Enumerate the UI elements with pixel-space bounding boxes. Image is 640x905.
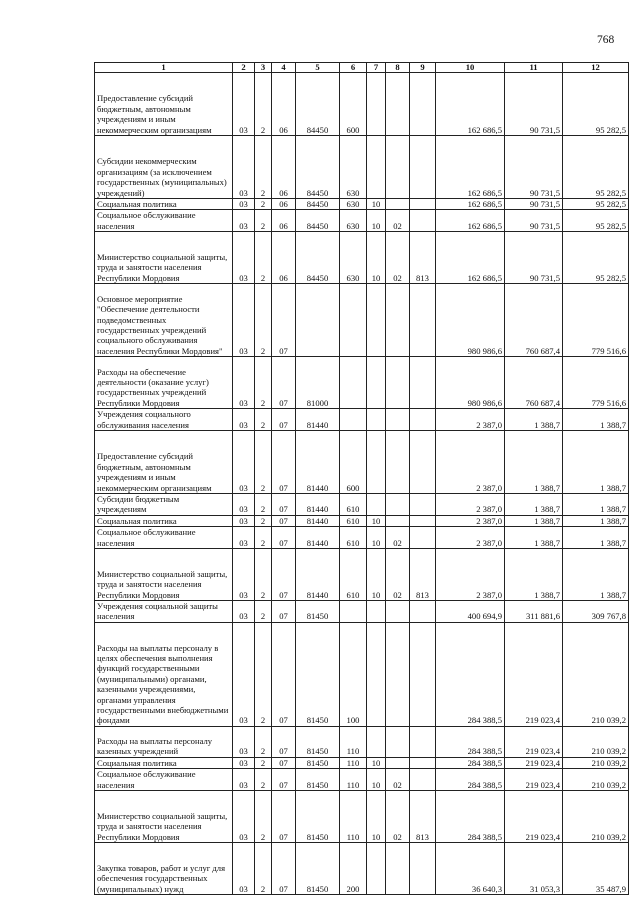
cell-col-9 — [410, 601, 436, 623]
cell-col-6: 110 — [340, 769, 367, 791]
row-name-cell: Расходы на выплаты персоналу казенных учреждений — [95, 726, 233, 757]
cell-col-10: 284 388,5 — [436, 757, 505, 768]
cell-col-2: 03 — [233, 431, 255, 494]
cell-col-3: 2 — [255, 284, 272, 357]
cell-col-11: 90 731,5 — [505, 210, 563, 232]
cell-col-12: 779 516,6 — [563, 357, 629, 409]
cell-col-11: 1 388,7 — [505, 431, 563, 494]
row-name-cell: Министерство социальной защиты, труда и занятости населения Республики Мордовия — [95, 791, 233, 843]
cell-col-6 — [340, 601, 367, 623]
row-name-cell: Субсидии бюджетным учреждениям — [95, 494, 233, 516]
cell-col-11: 1 388,7 — [505, 515, 563, 526]
cell-col-9: 813 — [410, 549, 436, 601]
cell-col-6: 600 — [340, 73, 367, 136]
cell-col-10: 284 388,5 — [436, 622, 505, 726]
cell-col-8 — [386, 726, 410, 757]
cell-col-11: 311 881,6 — [505, 601, 563, 623]
cell-col-4: 07 — [272, 527, 296, 549]
cell-col-3: 2 — [255, 622, 272, 726]
cell-col-8 — [386, 601, 410, 623]
cell-col-5 — [296, 284, 340, 357]
cell-col-11: 760 687,4 — [505, 357, 563, 409]
cell-col-3: 2 — [255, 769, 272, 791]
cell-col-5: 84450 — [296, 73, 340, 136]
row-name-cell: Расходы на выплаты персоналу в целях обеспечения выполнения функций государственными (муниципальными) органами, казенными учреждениями, органами управления государственными внебюджетными фондами — [95, 622, 233, 726]
cell-col-9 — [410, 210, 436, 232]
cell-col-2: 03 — [233, 549, 255, 601]
row-name-cell: Социальное обслуживание населения — [95, 527, 233, 549]
cell-col-8: 02 — [386, 791, 410, 843]
cell-col-6: 110 — [340, 757, 367, 768]
cell-col-4: 07 — [272, 515, 296, 526]
cell-col-7 — [367, 726, 386, 757]
table-row — [95, 357, 629, 409]
table-row — [95, 284, 629, 357]
cell-col-5: 81450 — [296, 726, 340, 757]
cell-col-5: 81450 — [296, 791, 340, 843]
cell-col-11: 760 687,4 — [505, 284, 563, 357]
cell-col-5: 84450 — [296, 232, 340, 284]
cell-col-7: 10 — [367, 769, 386, 791]
cell-col-8 — [386, 757, 410, 768]
cell-col-5: 81450 — [296, 843, 340, 895]
cell-col-12: 210 039,2 — [563, 757, 629, 768]
column-header: 7 — [367, 63, 386, 73]
cell-col-10: 2 387,0 — [436, 515, 505, 526]
cell-col-8 — [386, 494, 410, 516]
cell-col-9: 813 — [410, 791, 436, 843]
column-header: 3 — [255, 63, 272, 73]
cell-col-3: 2 — [255, 431, 272, 494]
table-row — [95, 409, 629, 431]
cell-col-7: 10 — [367, 549, 386, 601]
cell-col-2: 03 — [233, 136, 255, 199]
cell-col-3: 2 — [255, 843, 272, 895]
cell-col-10: 284 388,5 — [436, 791, 505, 843]
table-row — [95, 232, 629, 284]
cell-col-3: 2 — [255, 210, 272, 232]
cell-col-6: 110 — [340, 726, 367, 757]
table-row — [95, 622, 629, 726]
cell-col-12: 210 039,2 — [563, 791, 629, 843]
row-name-cell: Закупка товаров, работ и услуг для обеспечения государственных (муниципальных) нужд — [95, 843, 233, 895]
cell-col-9 — [410, 726, 436, 757]
column-header: 11 — [505, 63, 563, 73]
cell-col-6: 610 — [340, 527, 367, 549]
row-name-cell: Учреждения социальной защиты населения — [95, 601, 233, 623]
column-header: 5 — [296, 63, 340, 73]
cell-col-2: 03 — [233, 769, 255, 791]
cell-col-4: 06 — [272, 199, 296, 210]
cell-col-8 — [386, 515, 410, 526]
cell-col-9 — [410, 136, 436, 199]
cell-col-12: 210 039,2 — [563, 622, 629, 726]
cell-col-7 — [367, 431, 386, 494]
cell-col-8: 02 — [386, 232, 410, 284]
row-name-cell: Предоставление субсидий бюджетным, автономным учреждениям и иным некоммерческим организациям — [95, 431, 233, 494]
cell-col-12: 95 282,5 — [563, 232, 629, 284]
cell-col-8 — [386, 73, 410, 136]
table-body — [95, 73, 629, 895]
cell-col-12: 1 388,7 — [563, 409, 629, 431]
cell-col-8: 02 — [386, 549, 410, 601]
cell-col-6: 610 — [340, 494, 367, 516]
column-header: 12 — [563, 63, 629, 73]
cell-col-12: 95 282,5 — [563, 73, 629, 136]
cell-col-10: 400 694,9 — [436, 601, 505, 623]
column-header: 10 — [436, 63, 505, 73]
cell-col-4: 06 — [272, 210, 296, 232]
cell-col-7 — [367, 494, 386, 516]
cell-col-5: 81440 — [296, 527, 340, 549]
cell-col-10: 284 388,5 — [436, 726, 505, 757]
cell-col-7 — [367, 284, 386, 357]
cell-col-4: 07 — [272, 357, 296, 409]
cell-col-5: 81450 — [296, 601, 340, 623]
cell-col-8 — [386, 431, 410, 494]
cell-col-6: 600 — [340, 431, 367, 494]
cell-col-11: 31 053,3 — [505, 843, 563, 895]
row-name-cell: Учреждения социального обслуживания населения — [95, 409, 233, 431]
cell-col-9 — [410, 494, 436, 516]
cell-col-11: 90 731,5 — [505, 136, 563, 199]
cell-col-5: 81440 — [296, 515, 340, 526]
cell-col-12: 95 282,5 — [563, 199, 629, 210]
cell-col-6: 110 — [340, 791, 367, 843]
cell-col-6 — [340, 409, 367, 431]
column-header: 9 — [410, 63, 436, 73]
cell-col-12: 1 388,7 — [563, 494, 629, 516]
column-header: 6 — [340, 63, 367, 73]
table-row — [95, 843, 629, 895]
cell-col-3: 2 — [255, 409, 272, 431]
cell-col-5: 81000 — [296, 357, 340, 409]
cell-col-9 — [410, 769, 436, 791]
cell-col-7: 10 — [367, 210, 386, 232]
header-row — [95, 63, 629, 73]
cell-col-9: 813 — [410, 232, 436, 284]
cell-col-10: 284 388,5 — [436, 769, 505, 791]
table-row — [95, 757, 629, 768]
cell-col-11: 1 388,7 — [505, 409, 563, 431]
cell-col-2: 03 — [233, 515, 255, 526]
cell-col-7: 10 — [367, 232, 386, 284]
cell-col-2: 03 — [233, 527, 255, 549]
cell-col-7 — [367, 357, 386, 409]
table-row — [95, 527, 629, 549]
cell-col-2: 03 — [233, 284, 255, 357]
cell-col-2: 03 — [233, 409, 255, 431]
cell-col-7 — [367, 601, 386, 623]
cell-col-10: 980 986,6 — [436, 284, 505, 357]
cell-col-4: 07 — [272, 726, 296, 757]
cell-col-3: 2 — [255, 199, 272, 210]
row-name-cell: Социальное обслуживание населения — [95, 210, 233, 232]
cell-col-7: 10 — [367, 515, 386, 526]
cell-col-11: 219 023,4 — [505, 622, 563, 726]
cell-col-10: 980 986,6 — [436, 357, 505, 409]
cell-col-5: 81440 — [296, 409, 340, 431]
cell-col-3: 2 — [255, 549, 272, 601]
table-row — [95, 549, 629, 601]
cell-col-2: 03 — [233, 757, 255, 768]
cell-col-11: 219 023,4 — [505, 757, 563, 768]
cell-col-4: 07 — [272, 409, 296, 431]
cell-col-3: 2 — [255, 757, 272, 768]
cell-col-7: 10 — [367, 791, 386, 843]
cell-col-11: 1 388,7 — [505, 527, 563, 549]
table-row — [95, 726, 629, 757]
cell-col-7: 10 — [367, 527, 386, 549]
cell-col-4: 07 — [272, 494, 296, 516]
cell-col-2: 03 — [233, 199, 255, 210]
table-row — [95, 199, 629, 210]
cell-col-12: 1 388,7 — [563, 515, 629, 526]
cell-col-9 — [410, 284, 436, 357]
column-header: 8 — [386, 63, 410, 73]
cell-col-6 — [340, 284, 367, 357]
cell-col-11: 90 731,5 — [505, 232, 563, 284]
cell-col-8: 02 — [386, 527, 410, 549]
cell-col-12: 309 767,8 — [563, 601, 629, 623]
cell-col-9 — [410, 199, 436, 210]
cell-col-11: 90 731,5 — [505, 199, 563, 210]
cell-col-8 — [386, 622, 410, 726]
cell-col-9 — [410, 757, 436, 768]
cell-col-4: 07 — [272, 769, 296, 791]
cell-col-9 — [410, 843, 436, 895]
cell-col-8 — [386, 357, 410, 409]
cell-col-12: 1 388,7 — [563, 527, 629, 549]
cell-col-3: 2 — [255, 357, 272, 409]
cell-col-10: 2 387,0 — [436, 431, 505, 494]
cell-col-12: 95 282,5 — [563, 210, 629, 232]
cell-col-8 — [386, 284, 410, 357]
table-row — [95, 73, 629, 136]
cell-col-3: 2 — [255, 601, 272, 623]
cell-col-3: 2 — [255, 494, 272, 516]
row-name-cell: Социальное обслуживание населения — [95, 769, 233, 791]
cell-col-10: 2 387,0 — [436, 549, 505, 601]
cell-col-10: 162 686,5 — [436, 199, 505, 210]
cell-col-4: 07 — [272, 601, 296, 623]
cell-col-3: 2 — [255, 527, 272, 549]
table-row — [95, 791, 629, 843]
cell-col-6 — [340, 357, 367, 409]
cell-col-7: 10 — [367, 199, 386, 210]
cell-col-5: 84450 — [296, 136, 340, 199]
column-header: 4 — [272, 63, 296, 73]
cell-col-12: 1 388,7 — [563, 431, 629, 494]
cell-col-2: 03 — [233, 601, 255, 623]
cell-col-9 — [410, 431, 436, 494]
row-name-cell: Министерство социальной защиты, труда и занятости населения Республики Мордовия — [95, 232, 233, 284]
cell-col-5: 81450 — [296, 769, 340, 791]
cell-col-9 — [410, 527, 436, 549]
cell-col-7: 10 — [367, 757, 386, 768]
table-row — [95, 136, 629, 199]
cell-col-8 — [386, 409, 410, 431]
cell-col-6: 630 — [340, 199, 367, 210]
cell-col-4: 06 — [272, 73, 296, 136]
cell-col-9 — [410, 515, 436, 526]
cell-col-2: 03 — [233, 232, 255, 284]
cell-col-10: 2 387,0 — [436, 494, 505, 516]
cell-col-6: 610 — [340, 549, 367, 601]
table-row — [95, 601, 629, 623]
cell-col-8: 02 — [386, 210, 410, 232]
cell-col-12: 210 039,2 — [563, 769, 629, 791]
cell-col-2: 03 — [233, 357, 255, 409]
cell-col-11: 1 388,7 — [505, 494, 563, 516]
table-row — [95, 210, 629, 232]
cell-col-9 — [410, 357, 436, 409]
cell-col-6: 630 — [340, 210, 367, 232]
cell-col-7 — [367, 73, 386, 136]
cell-col-9 — [410, 409, 436, 431]
row-name-cell: Предоставление субсидий бюджетным, автономным учреждениям и иным некоммерческим организациям — [95, 73, 233, 136]
table-row — [95, 494, 629, 516]
cell-col-3: 2 — [255, 726, 272, 757]
cell-col-4: 06 — [272, 136, 296, 199]
cell-col-10: 36 640,3 — [436, 843, 505, 895]
cell-col-8: 02 — [386, 769, 410, 791]
cell-col-3: 2 — [255, 232, 272, 284]
column-header: 1 — [95, 63, 233, 73]
cell-col-7 — [367, 622, 386, 726]
cell-col-8 — [386, 199, 410, 210]
cell-col-3: 2 — [255, 791, 272, 843]
cell-col-9 — [410, 73, 436, 136]
cell-col-4: 07 — [272, 757, 296, 768]
row-name-cell: Социальная политика — [95, 515, 233, 526]
cell-col-9 — [410, 622, 436, 726]
cell-col-6: 200 — [340, 843, 367, 895]
cell-col-8 — [386, 136, 410, 199]
cell-col-7 — [367, 409, 386, 431]
cell-col-10: 2 387,0 — [436, 409, 505, 431]
cell-col-12: 95 282,5 — [563, 136, 629, 199]
cell-col-7 — [367, 136, 386, 199]
cell-col-3: 2 — [255, 136, 272, 199]
cell-col-11: 219 023,4 — [505, 769, 563, 791]
cell-col-5: 84450 — [296, 199, 340, 210]
cell-col-6: 610 — [340, 515, 367, 526]
row-name-cell: Расходы на обеспечение деятельности (оказание услуг) государственных учреждений Республики Мордовия — [95, 357, 233, 409]
cell-col-10: 162 686,5 — [436, 73, 505, 136]
column-header: 2 — [233, 63, 255, 73]
cell-col-2: 03 — [233, 210, 255, 232]
cell-col-2: 03 — [233, 622, 255, 726]
cell-col-5: 81450 — [296, 622, 340, 726]
cell-col-10: 162 686,5 — [436, 136, 505, 199]
row-name-cell: Основное мероприятие "Обеспечение деятельности подведомственных государственных учреждений социального обслуживания населения Республики Мордовия" — [95, 284, 233, 357]
cell-col-10: 2 387,0 — [436, 527, 505, 549]
cell-col-5: 81440 — [296, 431, 340, 494]
table-row — [95, 515, 629, 526]
cell-col-3: 2 — [255, 515, 272, 526]
cell-col-11: 1 388,7 — [505, 549, 563, 601]
cell-col-12: 779 516,6 — [563, 284, 629, 357]
cell-col-6: 630 — [340, 136, 367, 199]
cell-col-4: 07 — [272, 622, 296, 726]
page-number: 768 — [597, 34, 615, 46]
cell-col-12: 1 388,7 — [563, 549, 629, 601]
cell-col-11: 219 023,4 — [505, 791, 563, 843]
cell-col-6: 100 — [340, 622, 367, 726]
table-row — [95, 769, 629, 791]
cell-col-10: 162 686,5 — [436, 232, 505, 284]
row-name-cell: Министерство социальной защиты, труда и занятости населения Республики Мордовия — [95, 549, 233, 601]
cell-col-5: 84450 — [296, 210, 340, 232]
cell-col-4: 07 — [272, 843, 296, 895]
cell-col-2: 03 — [233, 73, 255, 136]
cell-col-5: 81440 — [296, 549, 340, 601]
row-name-cell: Субсидии некоммерческим организациям (за исключением государственных (муниципальных) учреждений) — [95, 136, 233, 199]
cell-col-5: 81450 — [296, 757, 340, 768]
cell-col-10: 162 686,5 — [436, 210, 505, 232]
cell-col-6: 630 — [340, 232, 367, 284]
cell-col-4: 07 — [272, 431, 296, 494]
cell-col-4: 06 — [272, 232, 296, 284]
cell-col-7 — [367, 843, 386, 895]
cell-col-12: 210 039,2 — [563, 726, 629, 757]
cell-col-3: 2 — [255, 73, 272, 136]
cell-col-2: 03 — [233, 791, 255, 843]
cell-col-12: 35 487,9 — [563, 843, 629, 895]
cell-col-5: 81440 — [296, 494, 340, 516]
table-row — [95, 431, 629, 494]
cell-col-11: 90 731,5 — [505, 73, 563, 136]
row-name-cell: Социальная политика — [95, 199, 233, 210]
budget-table — [94, 62, 629, 895]
cell-col-2: 03 — [233, 494, 255, 516]
cell-col-2: 03 — [233, 843, 255, 895]
cell-col-8 — [386, 843, 410, 895]
row-name-cell: Социальная политика — [95, 757, 233, 768]
cell-col-11: 219 023,4 — [505, 726, 563, 757]
cell-col-4: 07 — [272, 284, 296, 357]
cell-col-4: 07 — [272, 791, 296, 843]
cell-col-4: 07 — [272, 549, 296, 601]
cell-col-2: 03 — [233, 726, 255, 757]
